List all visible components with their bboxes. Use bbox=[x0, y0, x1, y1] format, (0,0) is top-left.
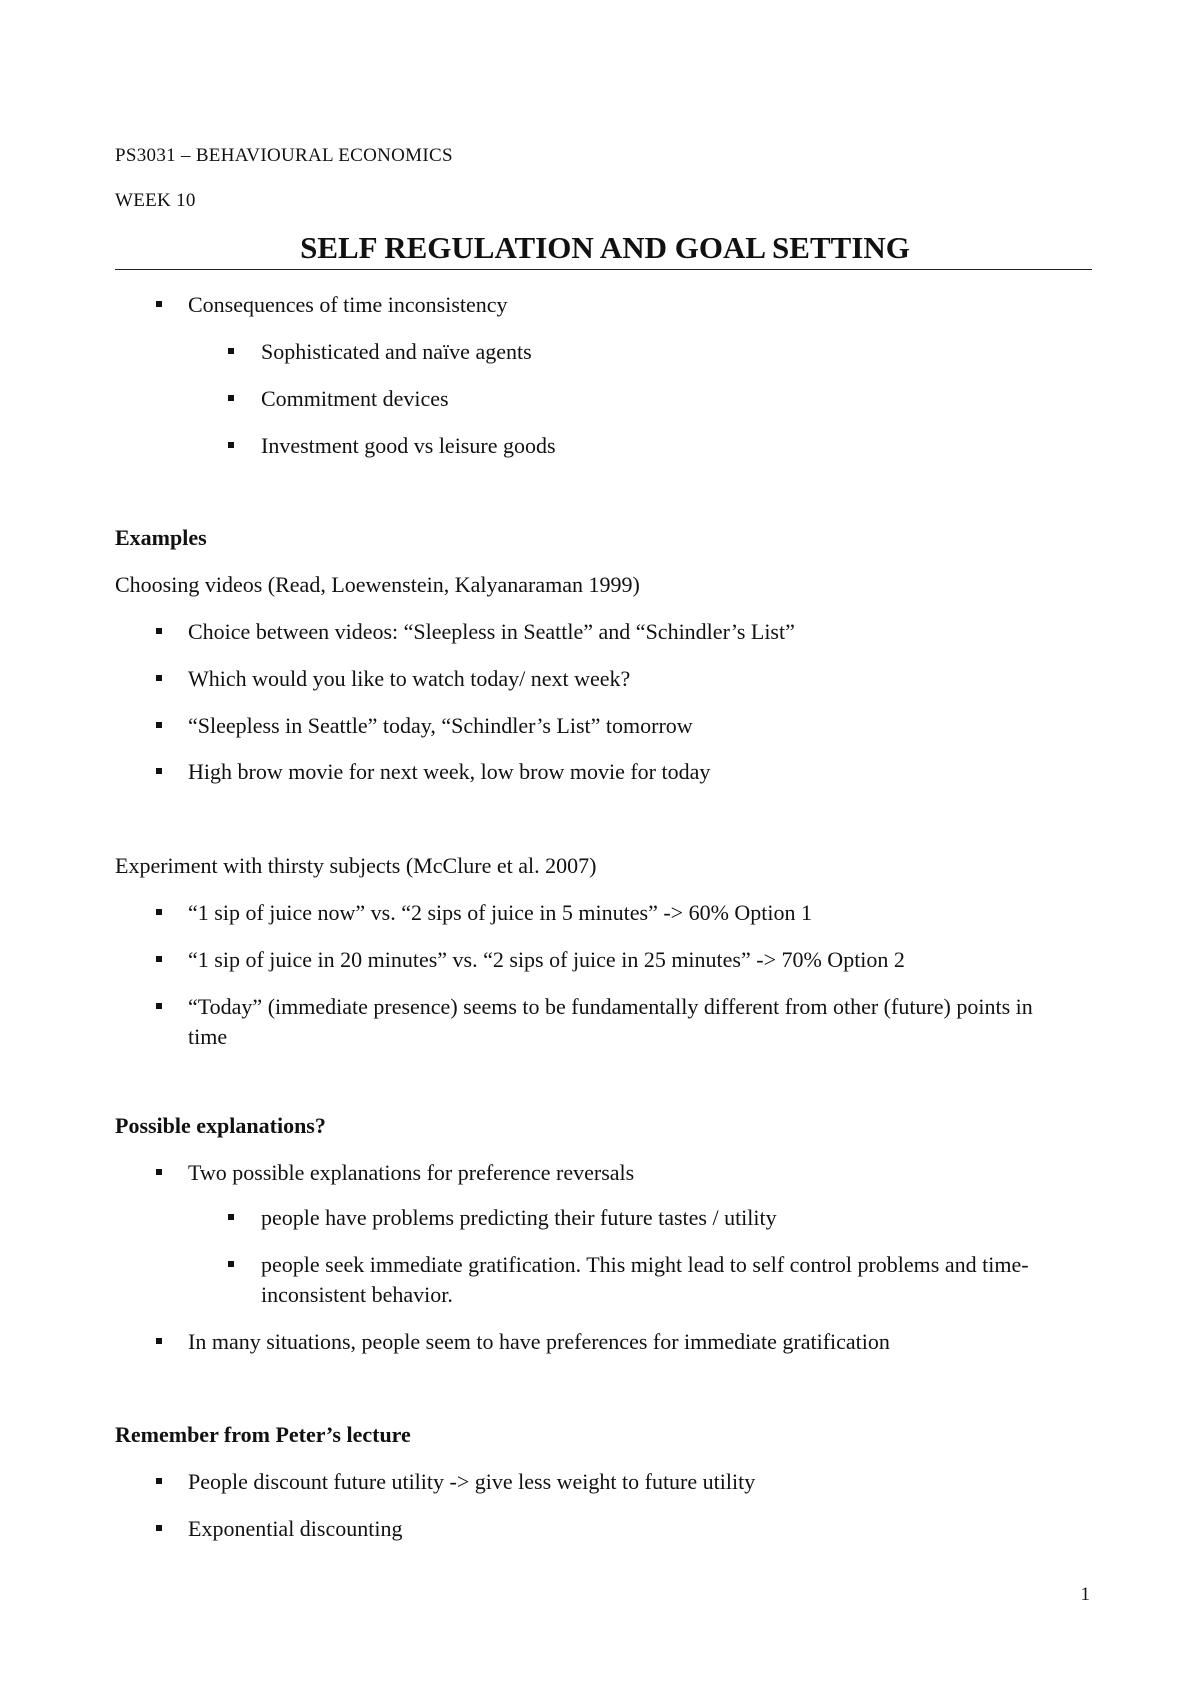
list-item: Which would you like to watch today/ next week? bbox=[188, 666, 631, 691]
list-item: Exponential discounting bbox=[188, 1516, 403, 1541]
bullet-marker bbox=[228, 348, 234, 354]
sub-list-item: Sophisticated and naïve agents bbox=[261, 339, 532, 364]
title-underline bbox=[115, 269, 1092, 270]
bullet-marker bbox=[156, 956, 162, 962]
bullet-marker bbox=[228, 442, 234, 448]
section-heading-explanations: Possible explanations? bbox=[115, 1113, 326, 1138]
bullet-marker bbox=[228, 1261, 234, 1267]
list-item: “Today” (immediate presence) seems to be fundamentally different from other (future) points in time bbox=[188, 994, 1033, 1049]
list-item: Two possible explanations for preference reversals bbox=[188, 1160, 635, 1185]
list-item: High brow movie for next week, low brow movie for today bbox=[188, 759, 711, 784]
week-header: WEEK 10 bbox=[115, 190, 196, 211]
course-header: PS3031 – BEHAVIOURAL ECONOMICS bbox=[115, 145, 453, 166]
sub-list-item: people have problems predicting their future tastes / utility bbox=[261, 1205, 777, 1230]
bullet-marker bbox=[156, 301, 162, 307]
list-item: Consequences of time inconsistency bbox=[188, 292, 508, 317]
bullet-marker bbox=[156, 1003, 162, 1009]
bullet-marker bbox=[156, 628, 162, 634]
section-heading-examples: Examples bbox=[115, 525, 207, 550]
bullet-marker bbox=[156, 1478, 162, 1484]
list-item: People discount future utility -> give less weight to future utility bbox=[188, 1469, 756, 1494]
bullet-marker bbox=[156, 675, 162, 681]
list-item: Choice between videos: “Sleepless in Seattle” and “Schindler’s List” bbox=[188, 619, 795, 644]
sub-list-item: Investment good vs leisure goods bbox=[261, 433, 556, 458]
bullet-marker bbox=[156, 768, 162, 774]
section-heading-remember: Remember from Peter’s lecture bbox=[115, 1422, 411, 1447]
bullet-marker bbox=[228, 395, 234, 401]
bullet-marker bbox=[228, 1214, 234, 1220]
bullet-marker bbox=[156, 722, 162, 728]
list-item: “1 sip of juice in 20 minutes” vs. “2 sips of juice in 25 minutes” -> 70% Option 2 bbox=[188, 947, 905, 972]
list-item: “1 sip of juice now” vs. “2 sips of juice in 5 minutes” -> 60% Option 1 bbox=[188, 900, 813, 925]
paragraph: Experiment with thirsty subjects (McClure et al. 2007) bbox=[115, 853, 597, 878]
bullet-marker bbox=[156, 1169, 162, 1175]
bullet-marker bbox=[156, 909, 162, 915]
bullet-marker bbox=[156, 1338, 162, 1344]
page-title: SELF REGULATION AND GOAL SETTING bbox=[300, 230, 910, 265]
paragraph: Choosing videos (Read, Loewenstein, Kalyanaraman 1999) bbox=[115, 572, 640, 597]
bullet-marker bbox=[156, 1525, 162, 1531]
list-item: “Sleepless in Seattle” today, “Schindler’s List” tomorrow bbox=[188, 713, 693, 738]
page-number: 1 bbox=[1080, 1584, 1090, 1605]
sub-list-item: Commitment devices bbox=[261, 386, 449, 411]
sub-list-item: people seek immediate gratification. This might lead to self control problems and time-inconsistent behavior. bbox=[261, 1252, 1029, 1307]
list-item: In many situations, people seem to have preferences for immediate gratification bbox=[188, 1329, 890, 1354]
